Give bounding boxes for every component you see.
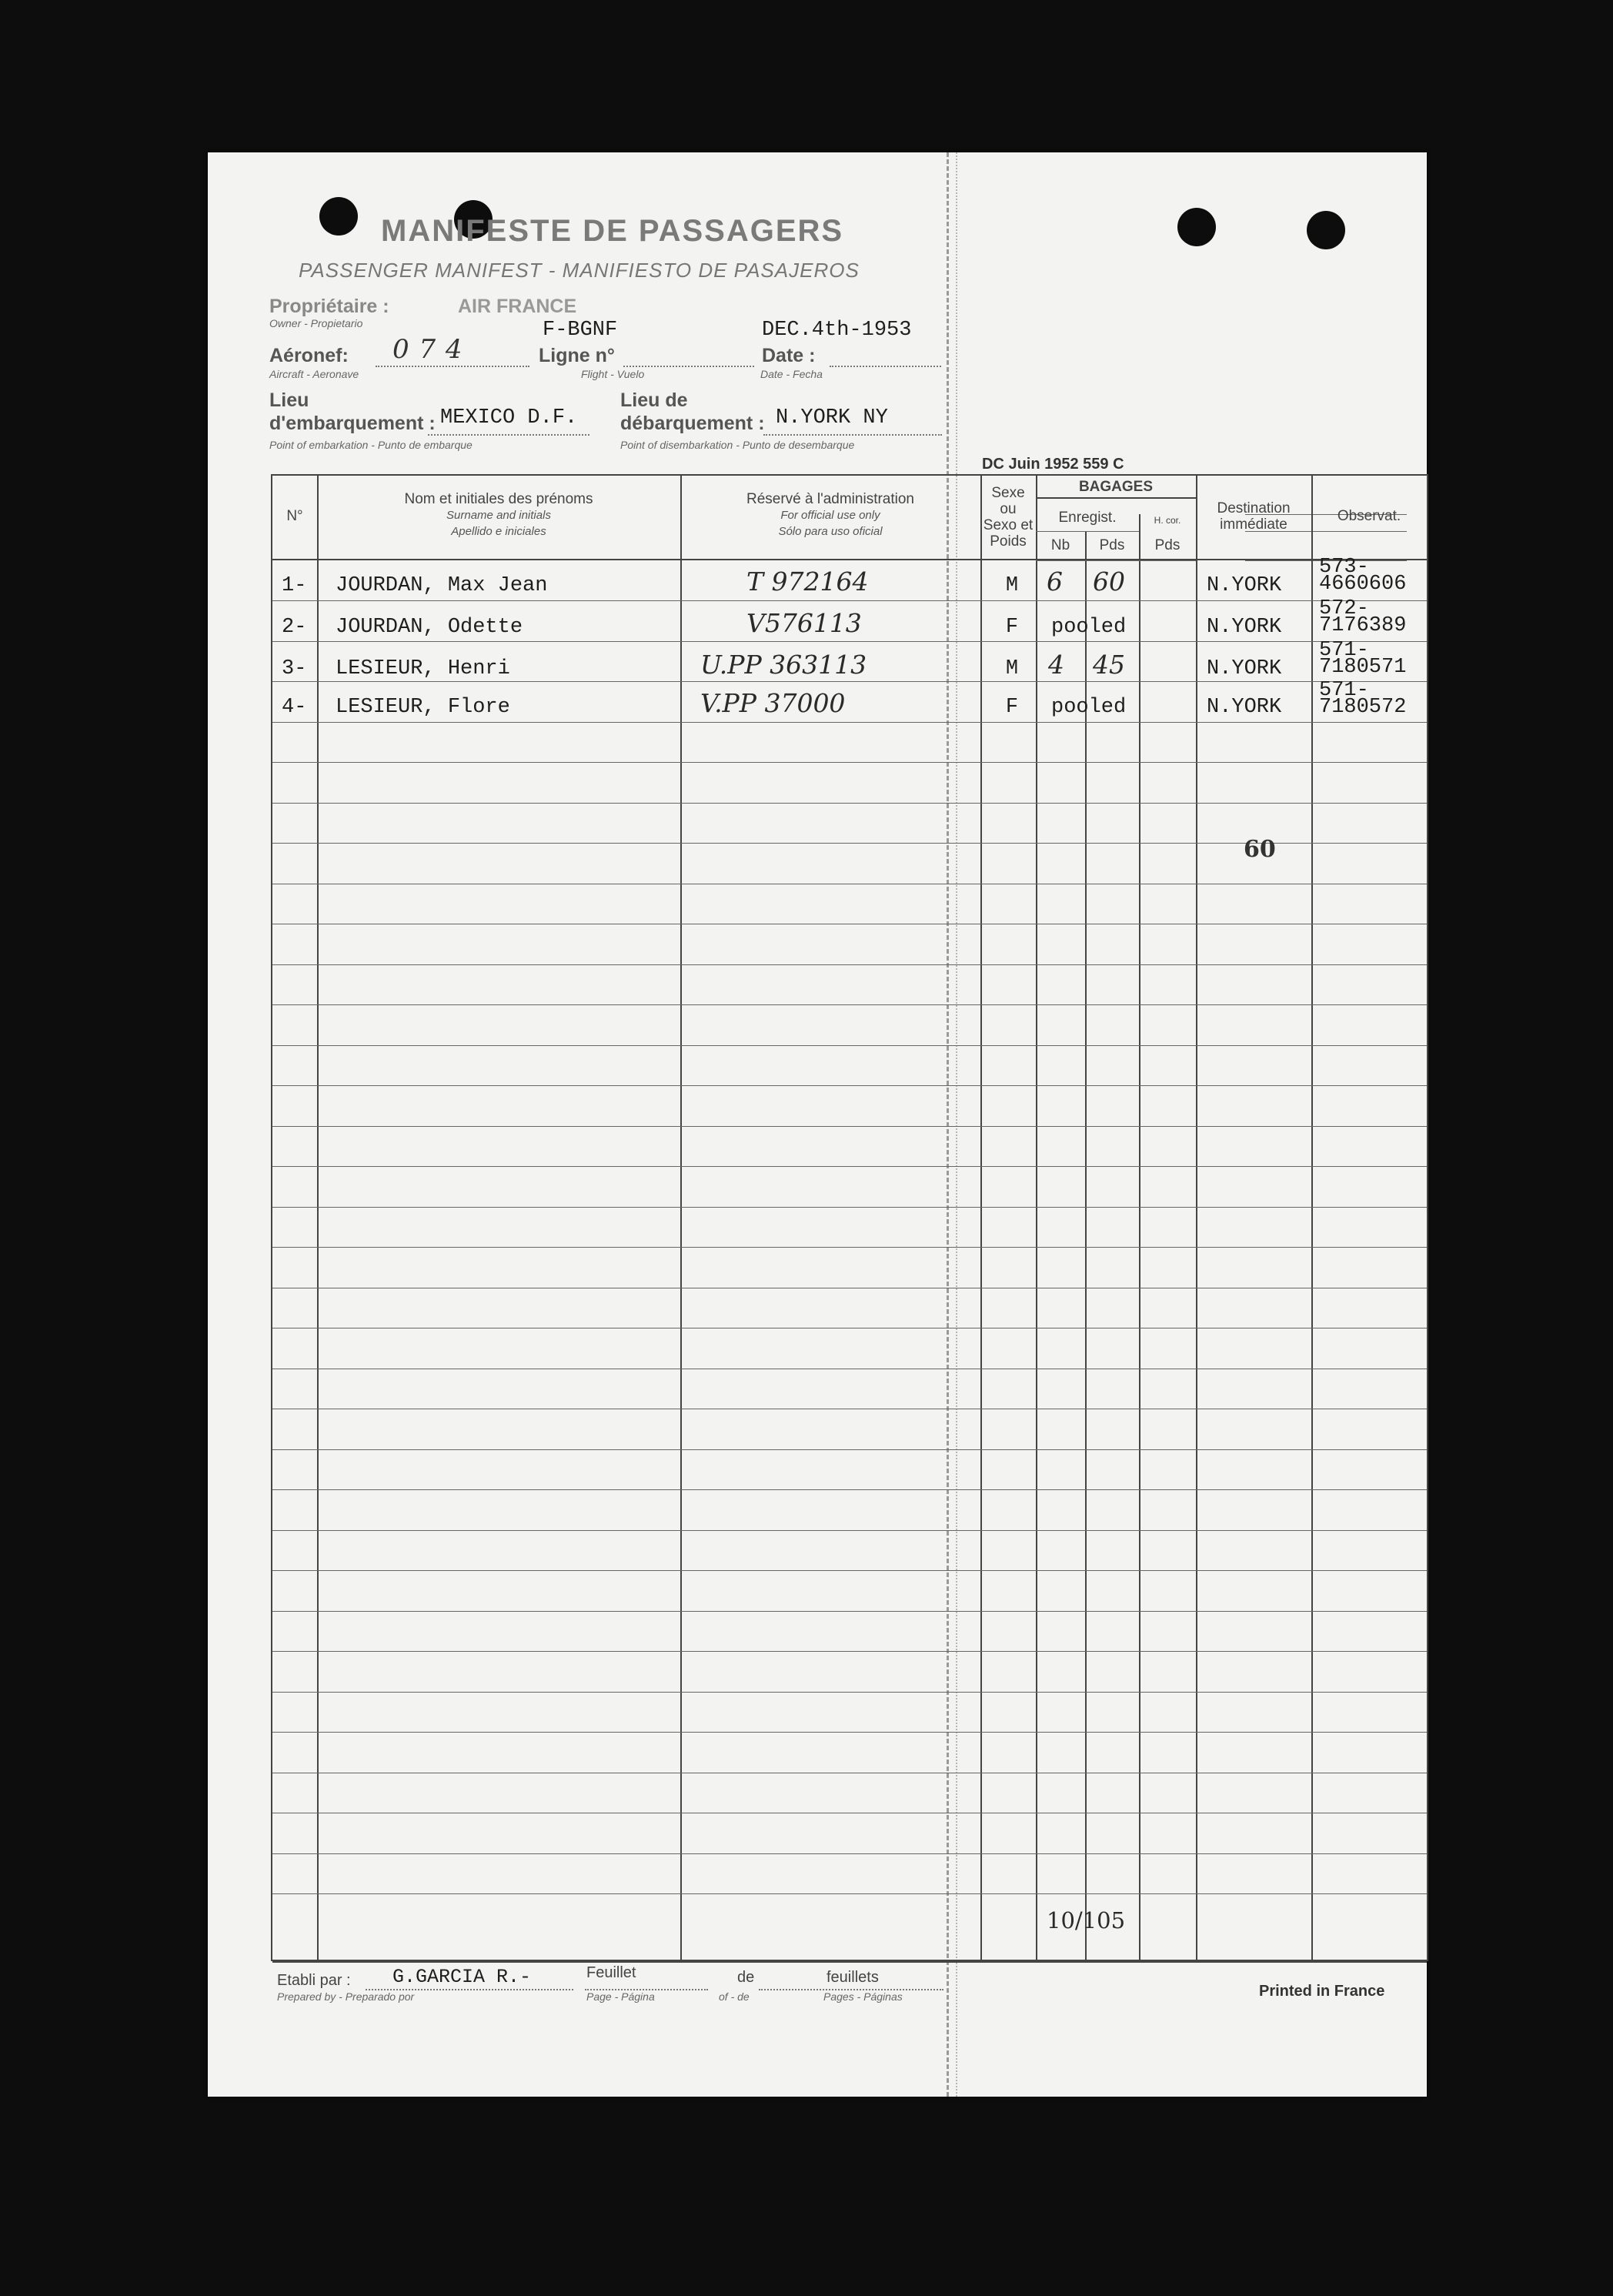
col-header-observations: Observat.: [1337, 508, 1401, 524]
passenger-name: JOURDAN, Max Jean: [336, 574, 548, 597]
col-header-pds-2: Pds: [1154, 537, 1181, 553]
baggage-nb: pooled: [1051, 696, 1127, 719]
baggage-pds: 60: [1093, 566, 1125, 597]
sex-value: M: [1005, 657, 1019, 680]
disembark-label-1: Lieu de: [620, 389, 688, 411]
admin-entry: V.PP 37000: [700, 688, 846, 718]
baggage-nb: 4: [1048, 650, 1064, 680]
ruled-line: [272, 1489, 1427, 1490]
sex-value: F: [1005, 696, 1019, 719]
ruled-line: [272, 1570, 1427, 1571]
ruled-line: [272, 1449, 1427, 1450]
flight-sublabel: Flight - Vuelo: [581, 368, 645, 380]
observation-value: 571- 7180572: [1319, 679, 1407, 719]
admin-entry: U.PP 363113: [700, 650, 867, 680]
destination-note: 60: [1244, 836, 1276, 863]
ruled-line: [272, 722, 1427, 723]
ruled-line: [272, 1893, 1427, 1894]
baggage-pds: 45: [1093, 650, 1125, 680]
row-number: 3-: [282, 657, 307, 680]
col-header-name: Nom et initiales des prénoms Surname and initials Apellido e iniciales: [404, 491, 593, 538]
owner-label: Propriétaire :: [269, 296, 389, 317]
sheet-label: Feuillet: [586, 1964, 636, 1981]
embark-sublabel: Point of embarkation - Punto de embarque: [269, 439, 473, 451]
col-header-destination: Destination immédiate: [1217, 500, 1291, 533]
ruled-line: [272, 1732, 1427, 1733]
ruled-line: [272, 641, 1427, 642]
observation-value: 573- 4660606: [1319, 556, 1407, 596]
aircraft-value: 0 7 4: [392, 334, 463, 365]
aircraft-label: Aéronef:: [269, 345, 349, 366]
prepared-value: G.GARCIA R.-: [392, 1966, 532, 1988]
passenger-name: JOURDAN, Odette: [336, 616, 523, 639]
form-code: DC Juin 1952 559 C: [982, 456, 1124, 473]
ruled-line: [272, 803, 1427, 804]
embark-label-1: Lieu: [269, 389, 309, 411]
ruled-line: [272, 1853, 1427, 1854]
disembark-sublabel: Point of disembarkation - Punto de desembarque: [620, 439, 855, 451]
date-sublabel: Date - Fecha: [760, 368, 823, 380]
pages-label: feuillets: [827, 1969, 879, 1986]
owner-value: AIR FRANCE: [458, 296, 577, 317]
baggage-nb: 6: [1047, 566, 1063, 597]
col-header-hcor: H. cor.: [1154, 515, 1181, 526]
col-header-nb: Nb: [1050, 537, 1070, 553]
row-number: 1-: [282, 574, 307, 597]
ruled-line: [272, 1166, 1427, 1167]
observation-value: 571- 7180571: [1319, 639, 1407, 679]
manifest-sheet: [208, 152, 1427, 2097]
ruled-line: [272, 1126, 1427, 1127]
ruled-line: [272, 964, 1427, 965]
of-label: de: [737, 1969, 755, 1986]
ruled-line: [272, 1247, 1427, 1248]
punch-hole: [1177, 208, 1216, 246]
ruled-line: [272, 1085, 1427, 1086]
admin-entry: V576113: [746, 608, 862, 638]
date-value: DEC.4th-1953: [762, 319, 912, 342]
destination-value: N.YORK: [1207, 616, 1282, 639]
destination-value: N.YORK: [1207, 696, 1282, 719]
baggage-total: 10/105: [1047, 1907, 1126, 1933]
disembark-label-2: débarquement :: [620, 413, 765, 434]
pages-sublabel: Pages - Páginas: [823, 1990, 903, 2003]
destination-value: N.YORK: [1207, 657, 1282, 680]
col-header-bagages: BAGAGES: [1078, 479, 1154, 495]
admin-entry: T 972164: [746, 566, 869, 597]
col-header-no: N°: [286, 508, 303, 524]
embark-value: MEXICO D.F.: [440, 406, 578, 429]
ruled-line: [272, 681, 1427, 682]
punch-hole: [319, 197, 358, 236]
baggage-nb: pooled: [1051, 616, 1127, 639]
ruled-line: [272, 1004, 1427, 1005]
passenger-name: LESIEUR, Henri: [336, 657, 510, 680]
ruled-line: [272, 762, 1427, 763]
col-header-sex: Sexe ou Sexo et Poids: [983, 485, 1034, 550]
observation-value: 572- 7176389: [1319, 597, 1407, 637]
ruled-line: [272, 1045, 1427, 1046]
ruled-line: [272, 600, 1427, 601]
page-title: MANIFESTE DE PASSAGERS: [381, 214, 844, 248]
prepared-label: Etabli par :: [277, 1972, 351, 1989]
ruled-line: [272, 1530, 1427, 1531]
embark-label-2: d'embarquement :: [269, 413, 436, 434]
page-subtitle: PASSENGER MANIFEST - MANIFIESTO DE PASAJEROS: [299, 259, 860, 282]
ruled-line: [272, 1207, 1427, 1208]
ruled-line: [272, 1692, 1427, 1693]
prepared-sublabel: Prepared by - Preparado por: [277, 1990, 415, 2003]
row-number: 4-: [282, 696, 307, 719]
registration-value: F-BGNF: [543, 319, 618, 342]
printed-in-france: Printed in France: [1259, 1983, 1385, 2000]
aircraft-sublabel: Aircraft - Aeronave: [269, 368, 359, 380]
col-header-admin: Réservé à l'administration For official use only Sólo para uso oficial: [746, 491, 914, 538]
date-label: Date :: [762, 345, 816, 366]
row-number: 2-: [282, 616, 307, 639]
passenger-name: LESIEUR, Flore: [336, 696, 510, 719]
of-sublabel: of - de: [719, 1990, 750, 2003]
col-header-enreg: Enregist.: [1058, 510, 1117, 526]
ruled-line: [272, 1611, 1427, 1612]
flight-label: Ligne n°: [539, 345, 615, 366]
sex-value: M: [1005, 574, 1019, 597]
destination-value: N.YORK: [1207, 574, 1282, 597]
owner-sublabel: Owner - Propietario: [269, 317, 363, 329]
sex-value: F: [1005, 616, 1019, 639]
punch-hole: [1307, 211, 1345, 249]
col-header-pds: Pds: [1099, 537, 1125, 553]
disembark-value: N.YORK NY: [776, 406, 888, 429]
sheet-sublabel: Page - Página: [586, 1990, 655, 2003]
ruled-line: [272, 1651, 1427, 1652]
